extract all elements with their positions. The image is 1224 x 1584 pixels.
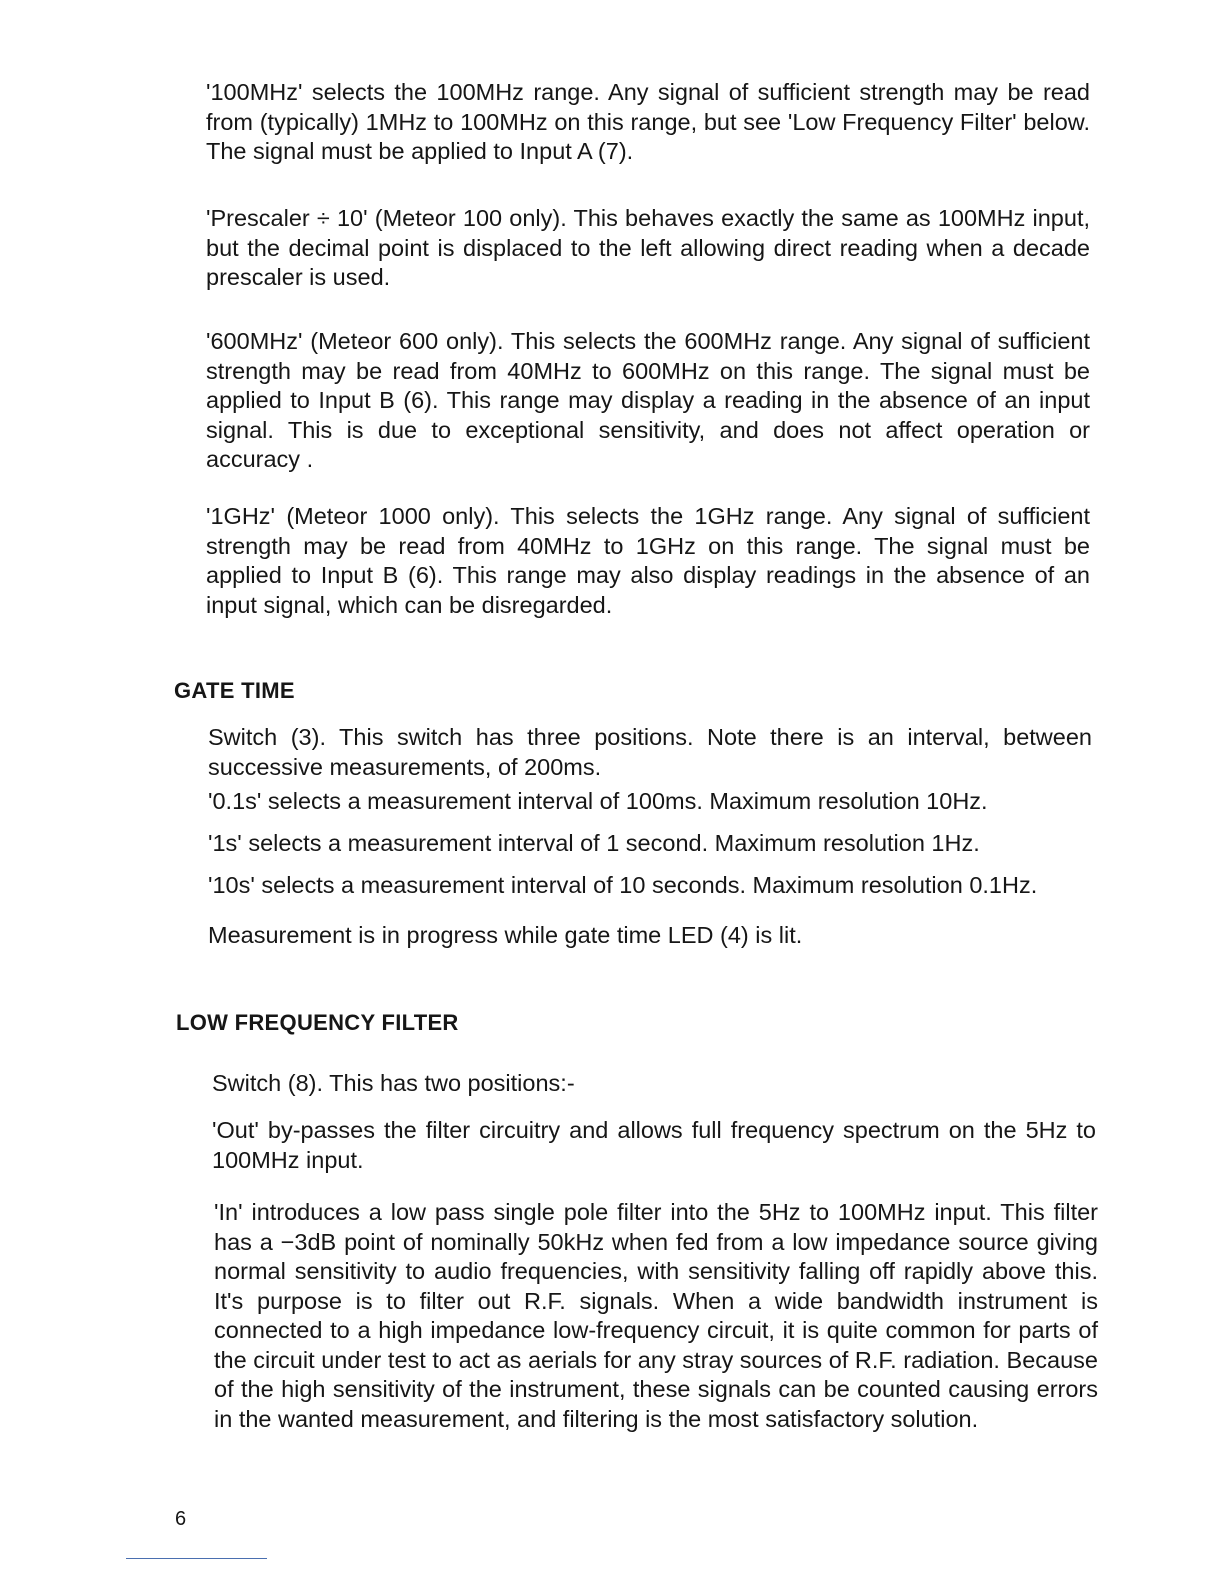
low-frequency-filter-heading: LOW FREQUENCY FILTER <box>176 1010 459 1035</box>
range-100mhz-paragraph: '100MHz' selects the 100MHz range. Any signal of sufficient strength may be read from (typically) 1MHz to 100MHz on this range, but see 'Low Frequency Filter' below. The signal must be applied to Input A (7). <box>206 79 1090 164</box>
low-frequency-filter-in: 'In' introduces a low pass single pole filter into the 5Hz to 100MHz input. This filter has a −3dB point of nominally 50kHz when fed from a low impedance source giving normal sensitivity to audio frequencies, with sensitivity falling off rapidly above this. It's purpose is to filter out R.F. signals. When a wide bandwidth instrument is connected to a high impedance low-frequency circuit, it is quite common for parts of the circuit under test to act as aerials for any stray sources of R.F. radiation. Because of the high sensitivity of the instrument, these signals can be counted causing errors in the wanted measurement, and filtering is the most satisfactory solution. <box>214 1199 1098 1432</box>
page-number: 6 <box>175 1508 187 1530</box>
range-1ghz-paragraph: '1GHz' (Meteor 1000 only). This selects the 1GHz range. Any signal of sufficient strength may be read from 40MHz to 1GHz on this range. The signal must be applied to Input B (6). This range may also display readings in the absence of an input signal, which can be disregarded. <box>206 503 1090 618</box>
footer-rule <box>126 1558 267 1559</box>
gate-time-option-1s: '1s' selects a measurement interval of 1 second. Maximum resolution 1Hz. <box>208 830 980 856</box>
range-600mhz-paragraph: '600MHz' (Meteor 600 only). This selects the 600MHz range. Any signal of sufficient strength may be read from 40MHz to 600MHz on this range. The signal must be applied to Input B (6). This range may display a reading in the absence of an input signal. This is due to exceptional sensitivity, and does not affect operation or accuracy . <box>206 328 1090 472</box>
gate-time-heading: GATE TIME <box>174 678 295 703</box>
gate-time-led-note: Measurement is in progress while gate time LED (4) is lit. <box>208 922 803 948</box>
low-frequency-filter-intro: Switch (8). This has two positions:- <box>212 1070 575 1096</box>
range-prescaler-paragraph: 'Prescaler ÷ 10' (Meteor 100 only). This behaves exactly the same as 100MHz input, but the decimal point is displaced to the left allowing direct reading when a decade prescaler is used. <box>206 205 1090 290</box>
gate-time-option-0-1s: '0.1s' selects a measurement interval of 100ms. Maximum resolution 10Hz. <box>208 788 988 814</box>
gate-time-intro: Switch (3). This switch has three positions. Note there is an interval, between successive measurements, of 200ms. <box>208 724 1092 780</box>
low-frequency-filter-out: 'Out' by-passes the filter circuitry and allows full frequency spectrum on the 5Hz to 100MHz input. <box>212 1117 1096 1173</box>
gate-time-option-10s: '10s' selects a measurement interval of 10 seconds. Maximum resolution 0.1Hz. <box>208 872 1038 898</box>
